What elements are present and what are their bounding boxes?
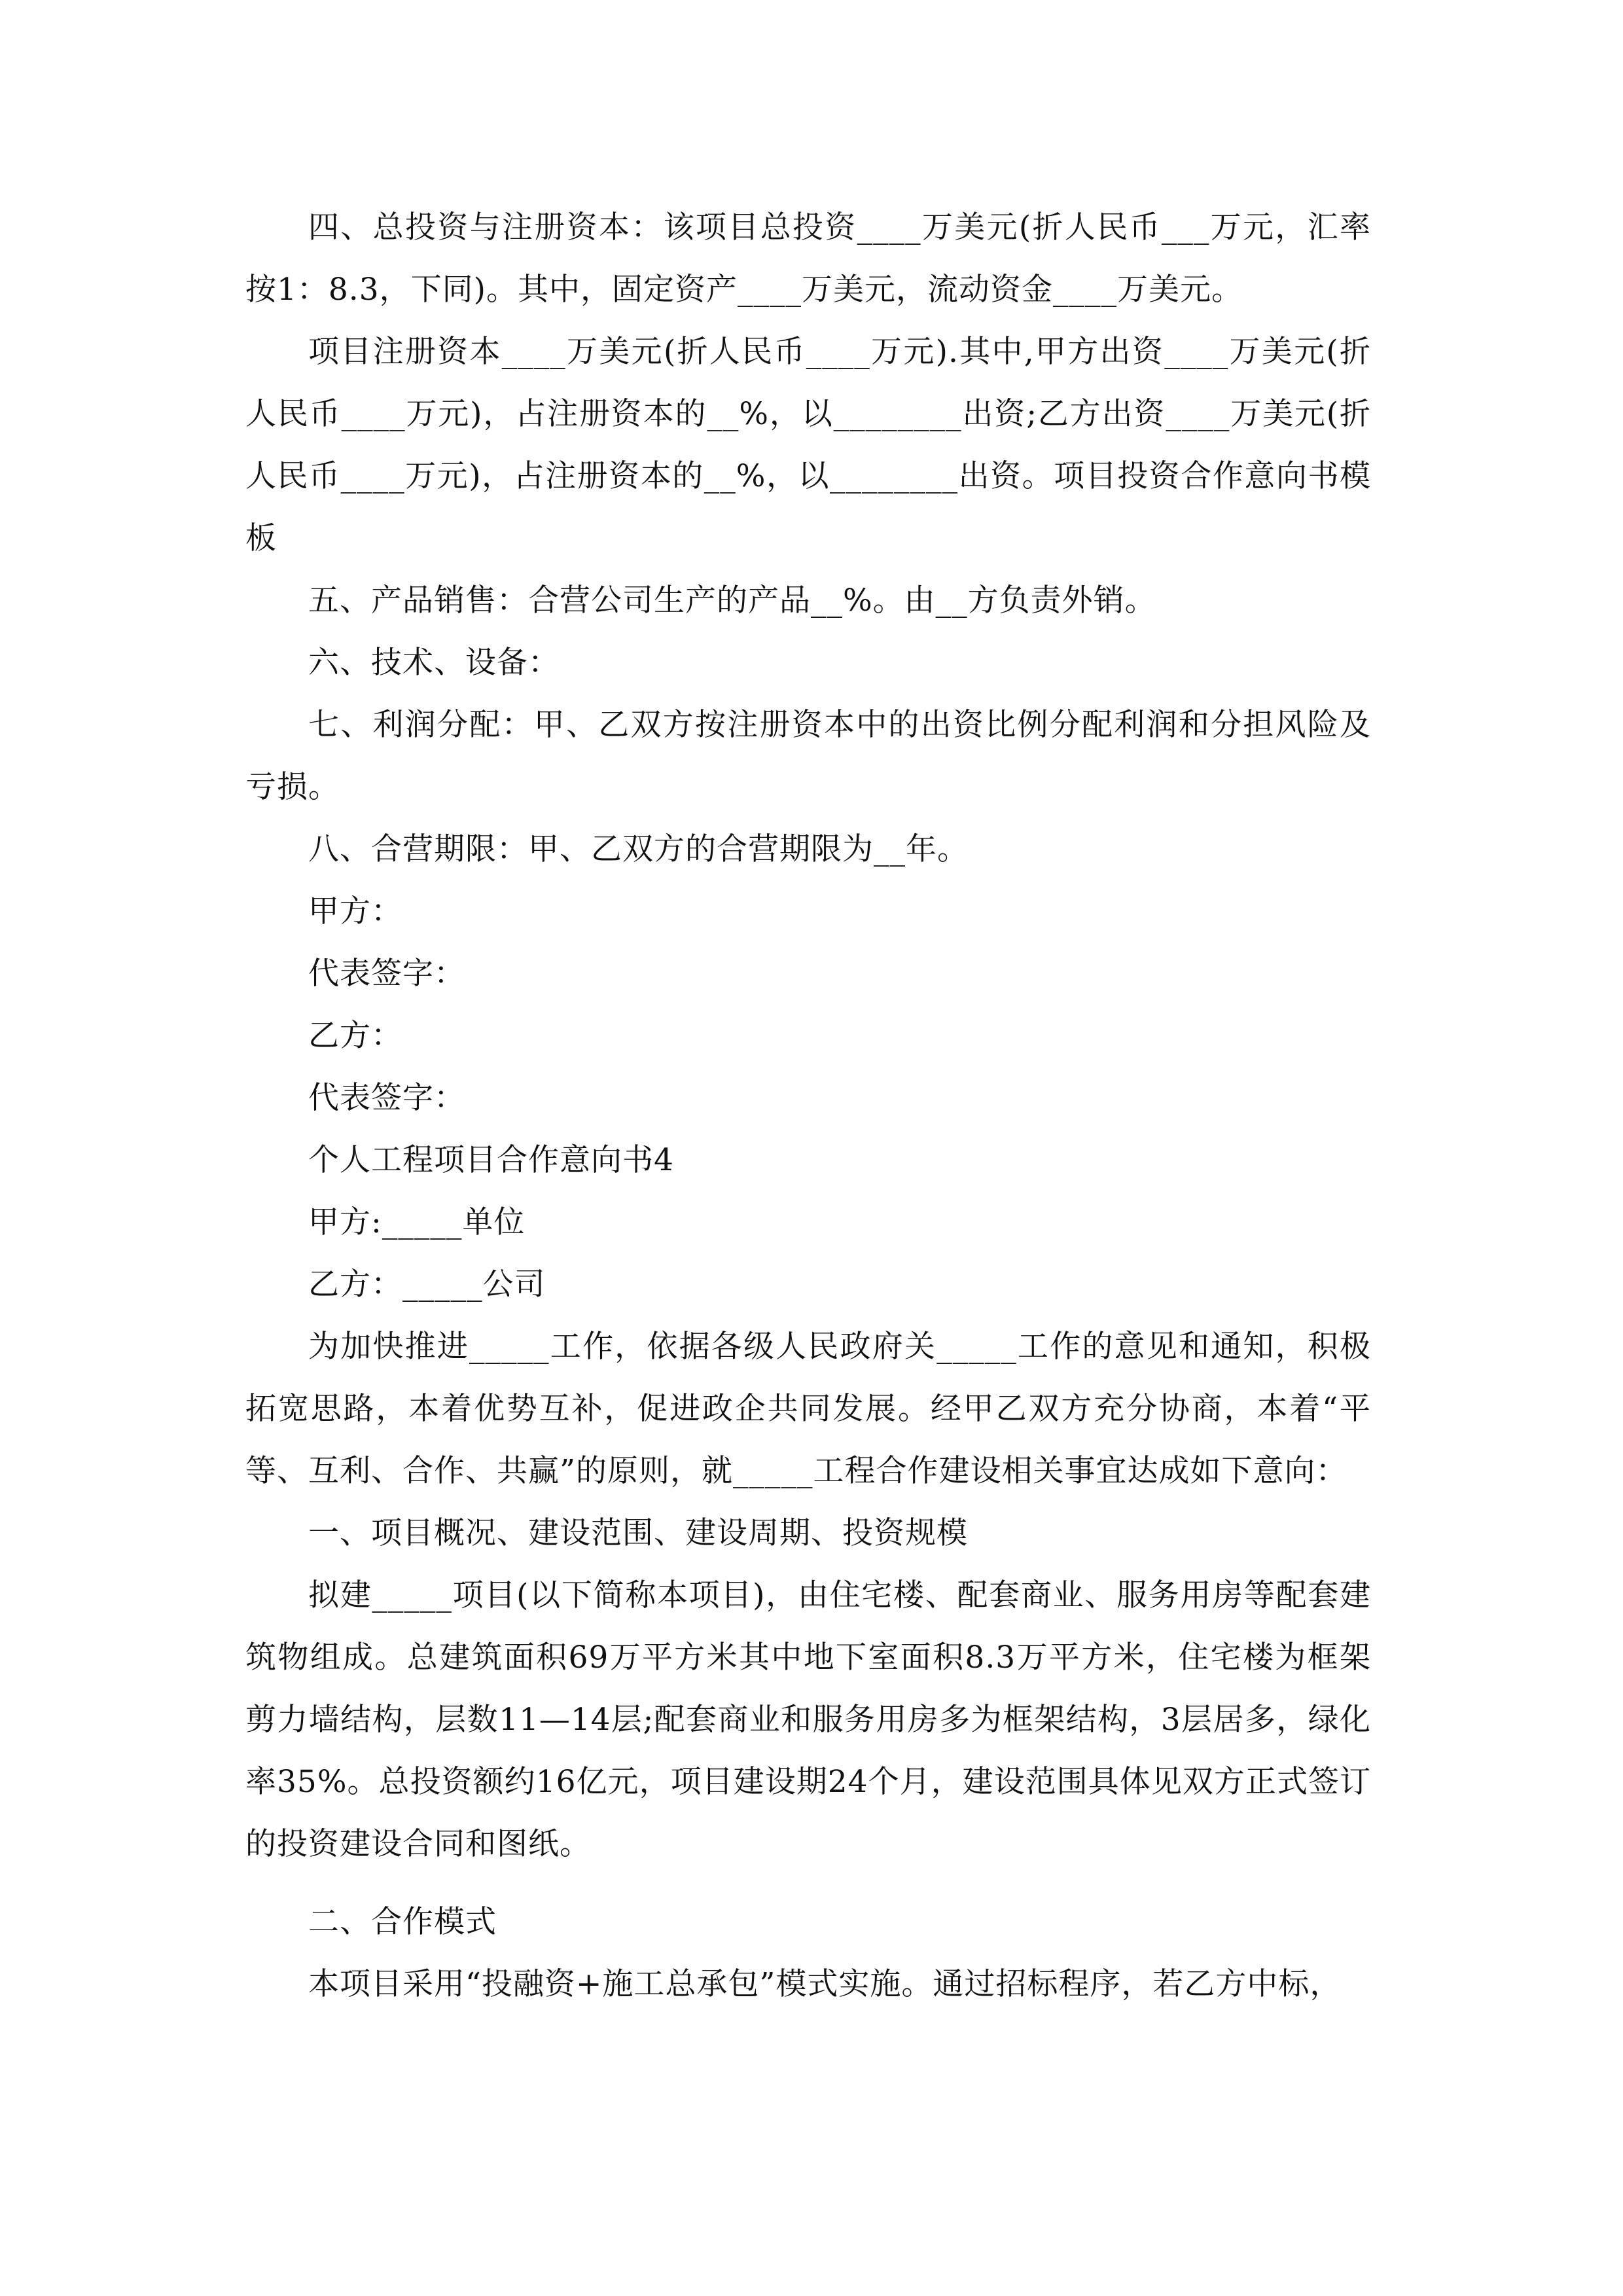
paragraph-profit-distribution: 七、利润分配：甲、乙双方按注册资本中的出资比例分配利润和分担风险及亏损。	[245, 707, 1371, 805]
party-b-signature-label: 代表签字：	[308, 1080, 465, 1116]
paragraph-joint-venture-term: 八、合营期限：甲、乙双方的合营期限为__年。	[308, 831, 969, 867]
party-a-unit: 甲方:_____单位	[308, 1204, 526, 1240]
paragraph-product-sales: 五、产品销售：合营公司生产的产品__%。由__方负责外销。	[308, 583, 1156, 619]
paragraph-project-overview: 拟建_____项目(以下简称本项目)，由住宅楼、配套商业、服务用房等配套建筑物组成。总建筑面积69万平方米其中地下室面积8.3万平方米，住宅楼为框架剪力墙结构，层数11—14层;配套商业和服务用房多为框架结构，3层居多，绿化率35%。总投资额约16亿元，项目建设期24个月，建设范围具体见双方正式签订的投资建设合同和图纸。	[245, 1577, 1371, 1862]
party-a-signature-label: 代表签字：	[308, 956, 465, 992]
paragraph-technology-equipment: 六、技术、设备：	[308, 645, 560, 681]
paragraph-total-investment: 四、总投资与注册资本：该项目总投资____万美元(折人民币___万元，汇率按1：8.3，下同)。其中，固定资产____万美元，流动资金____万美元。	[245, 209, 1371, 308]
paragraph-cooperation-mode: 本项目采用“投融资+施工总承包”模式实施。通过招标程序，若乙方中标，	[308, 1966, 1342, 2002]
paragraph-preamble: 为加快推进_____工作，依据各级人民政府关_____工作的意见和通知，积极拓宽思路，本着优势互补，促进政企共同发展。经甲乙双方充分协商，本着“平等、互利、合作、共赢”的原则，就_____工程合作建设相关事宜达成如下意向：	[245, 1329, 1371, 1489]
section-title: 个人工程项目合作意向书4	[308, 1142, 674, 1178]
document-body	[245, 196, 1371, 2015]
party-b-label: 乙方：	[308, 1018, 402, 1054]
party-a-label: 甲方：	[308, 893, 402, 929]
paragraph-registered-capital: 项目注册资本____万美元(折人民币____万元).其中,甲方出资____万美元(折人民币____万元)，占注册资本的__%，以________出资;乙方出资____万美元(折人民币____万元)，占注册资本的__%，以________出资。项目投资合作意向书模板	[245, 334, 1371, 556]
party-b-company: 乙方：_____公司	[308, 1266, 546, 1302]
heading-cooperation-mode: 二、合作模式	[308, 1904, 497, 1940]
heading-project-overview: 一、项目概况、建设范围、建设周期、投资规模	[308, 1515, 968, 1551]
